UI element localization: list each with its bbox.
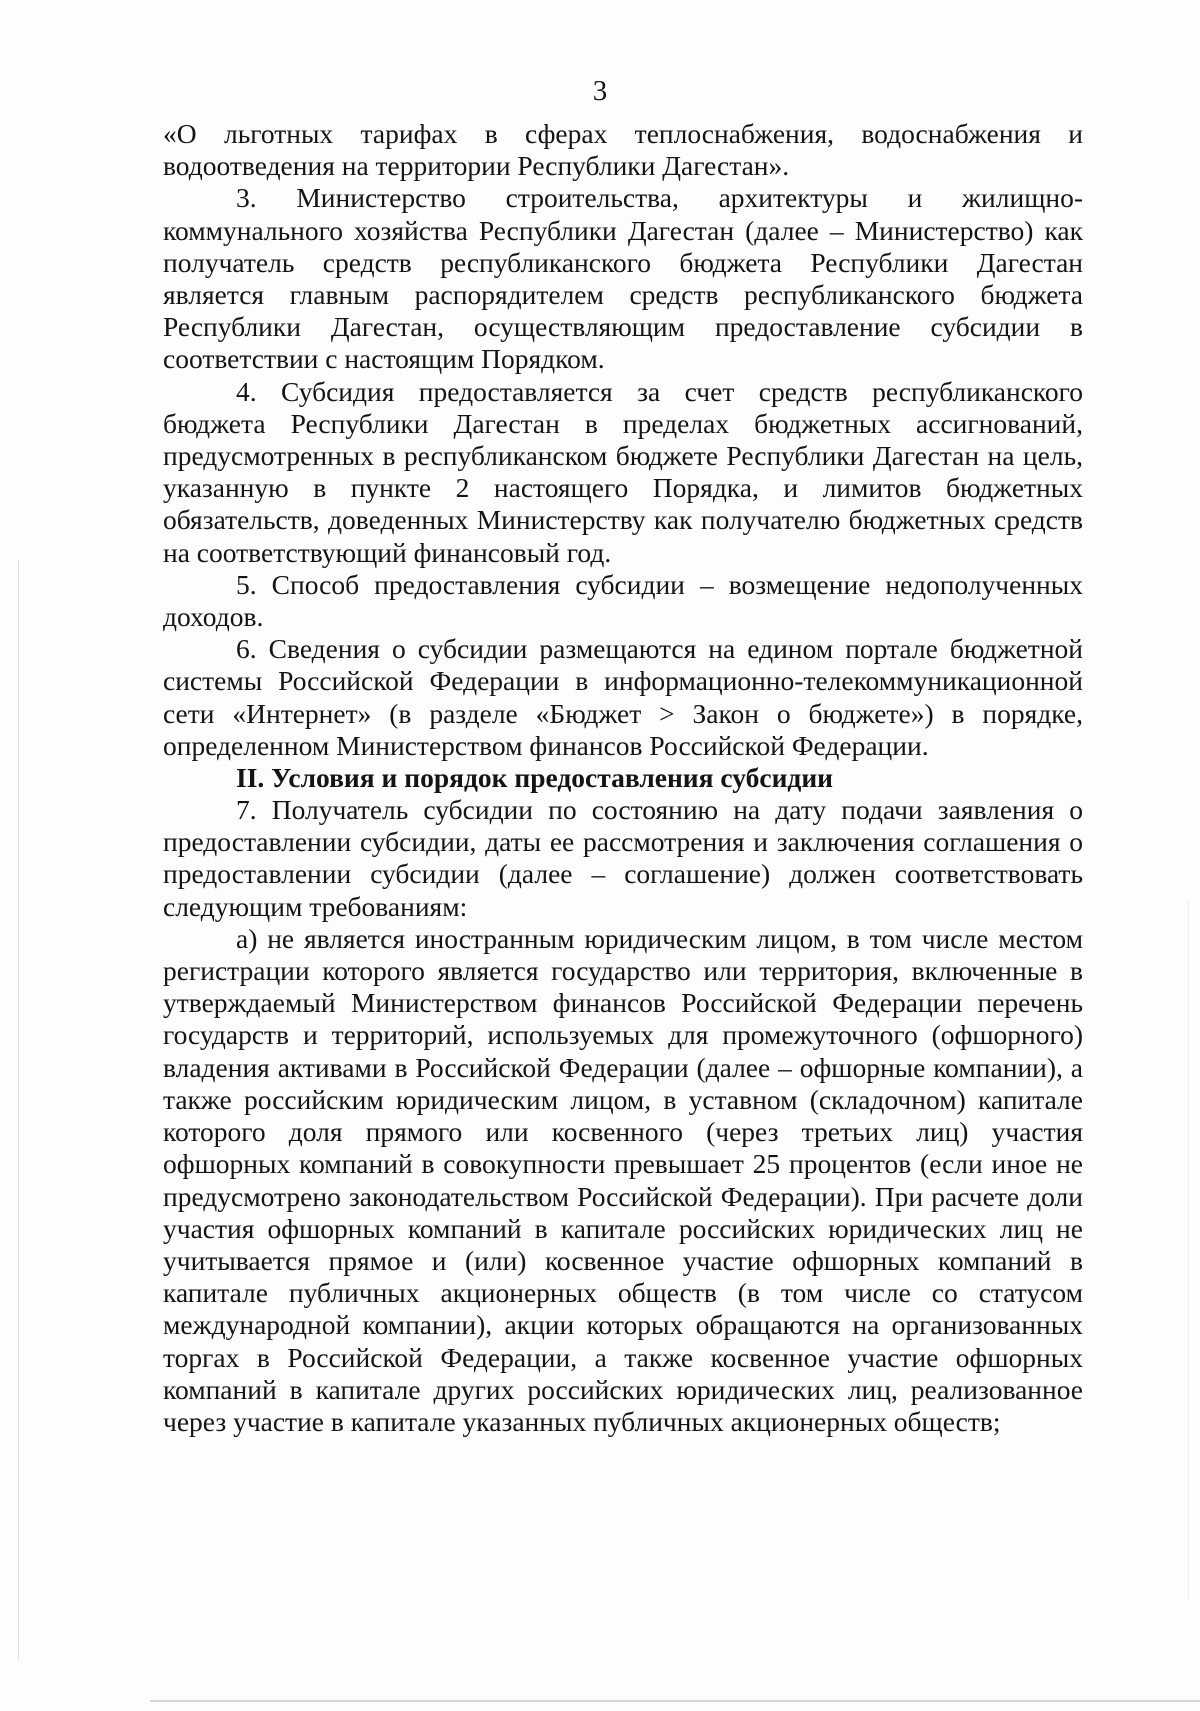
paragraph-item-5: 5. Способ предоставления субсидии – возмещение недополученных доходов. xyxy=(163,568,1083,633)
paragraph-intro-continuation: «О льготных тарифах в сферах теплоснабжения, водоснабжения и водоотведения на территории Республики Дагестан». xyxy=(163,118,1083,182)
paragraph-item-6: 6. Сведения о субсидии размещаются на едином портале бюджетной системы Российской Федерации в информационно-телекоммуникационной сети «Интернет» (в разделе «Бюджет > Закон о бюджете») в порядке, определенном Министерством финансов Российской Федерации. xyxy=(163,633,1083,761)
scan-edge-bottom xyxy=(150,1700,1200,1702)
scan-edge-left xyxy=(18,560,19,1660)
paragraph-item-7a: а) не является иностранным юридическим лицом, в том числе местом регистрации которого является государство или территория, включенные в утверждаемый Министерством финансов Российской Федерации перечень государств и территорий, используемых для промежуточного (офшорного) владения активами в Российской Федерации (далее – офшорные компании), а также российским юридическим лицом, в уставном (складочном) капитале которого доля прямого или косвенного (через третьих лиц) участия офшорных компаний в совокупности превышает 25 процентов (если иное не предусмотрено законодательством Российской Федерации). При расчете доли участия офшорных компаний в капитале российских юридических лиц не учитывается прямое и (или) косвенное участие офшорных компаний в капитале публичных акционерных обществ (в том числе со статусом международной компании), акции которых обращаются на организованных торгах в Российской Федерации, а также косвенное участие офшорных компаний в капитале других российских юридических лиц, реализованное через участие в капитале указанных публичных акционерных обществ; xyxy=(163,922,1083,1437)
paragraph-item-4: 4. Субсидия предоставляется за счет средств республиканского бюджета Республики Дагестан в пределах бюджетных ассигнований, предусмотренных в республиканском бюджете Республики Дагестан на цель, указанную в пункте 2 настоящего Порядка, и лимитов бюджетных обязательств, доведенных Министерству как получателю бюджетных средств на соответствующий финансовый год. xyxy=(163,375,1083,568)
page-number: 3 xyxy=(592,75,608,107)
document-body xyxy=(163,118,1083,1438)
scan-edge-right xyxy=(1188,900,1189,1600)
paragraph-item-7: 7. Получатель субсидии по состоянию на дату подачи заявления о предоставлении субсидии, даты ее рассмотрения и заключения соглашения о предоставлении субсидии (далее – соглашение) должен соответствовать следующим требованиям: xyxy=(163,794,1083,922)
section-heading: II. Условия и порядок предоставления субсидии xyxy=(236,762,834,794)
paragraph-item-3: 3. Министерство строительства, архитектуры и жилищно-коммунального хозяйства Республики Дагестан (далее – Министерство) как получатель средств республиканского бюджета Республики Дагестан является главным распорядителем средств республиканского бюджета Республики Дагестан, осуществляющим предоставление субсидии в соответствии с настоящим Порядком. xyxy=(163,182,1083,375)
